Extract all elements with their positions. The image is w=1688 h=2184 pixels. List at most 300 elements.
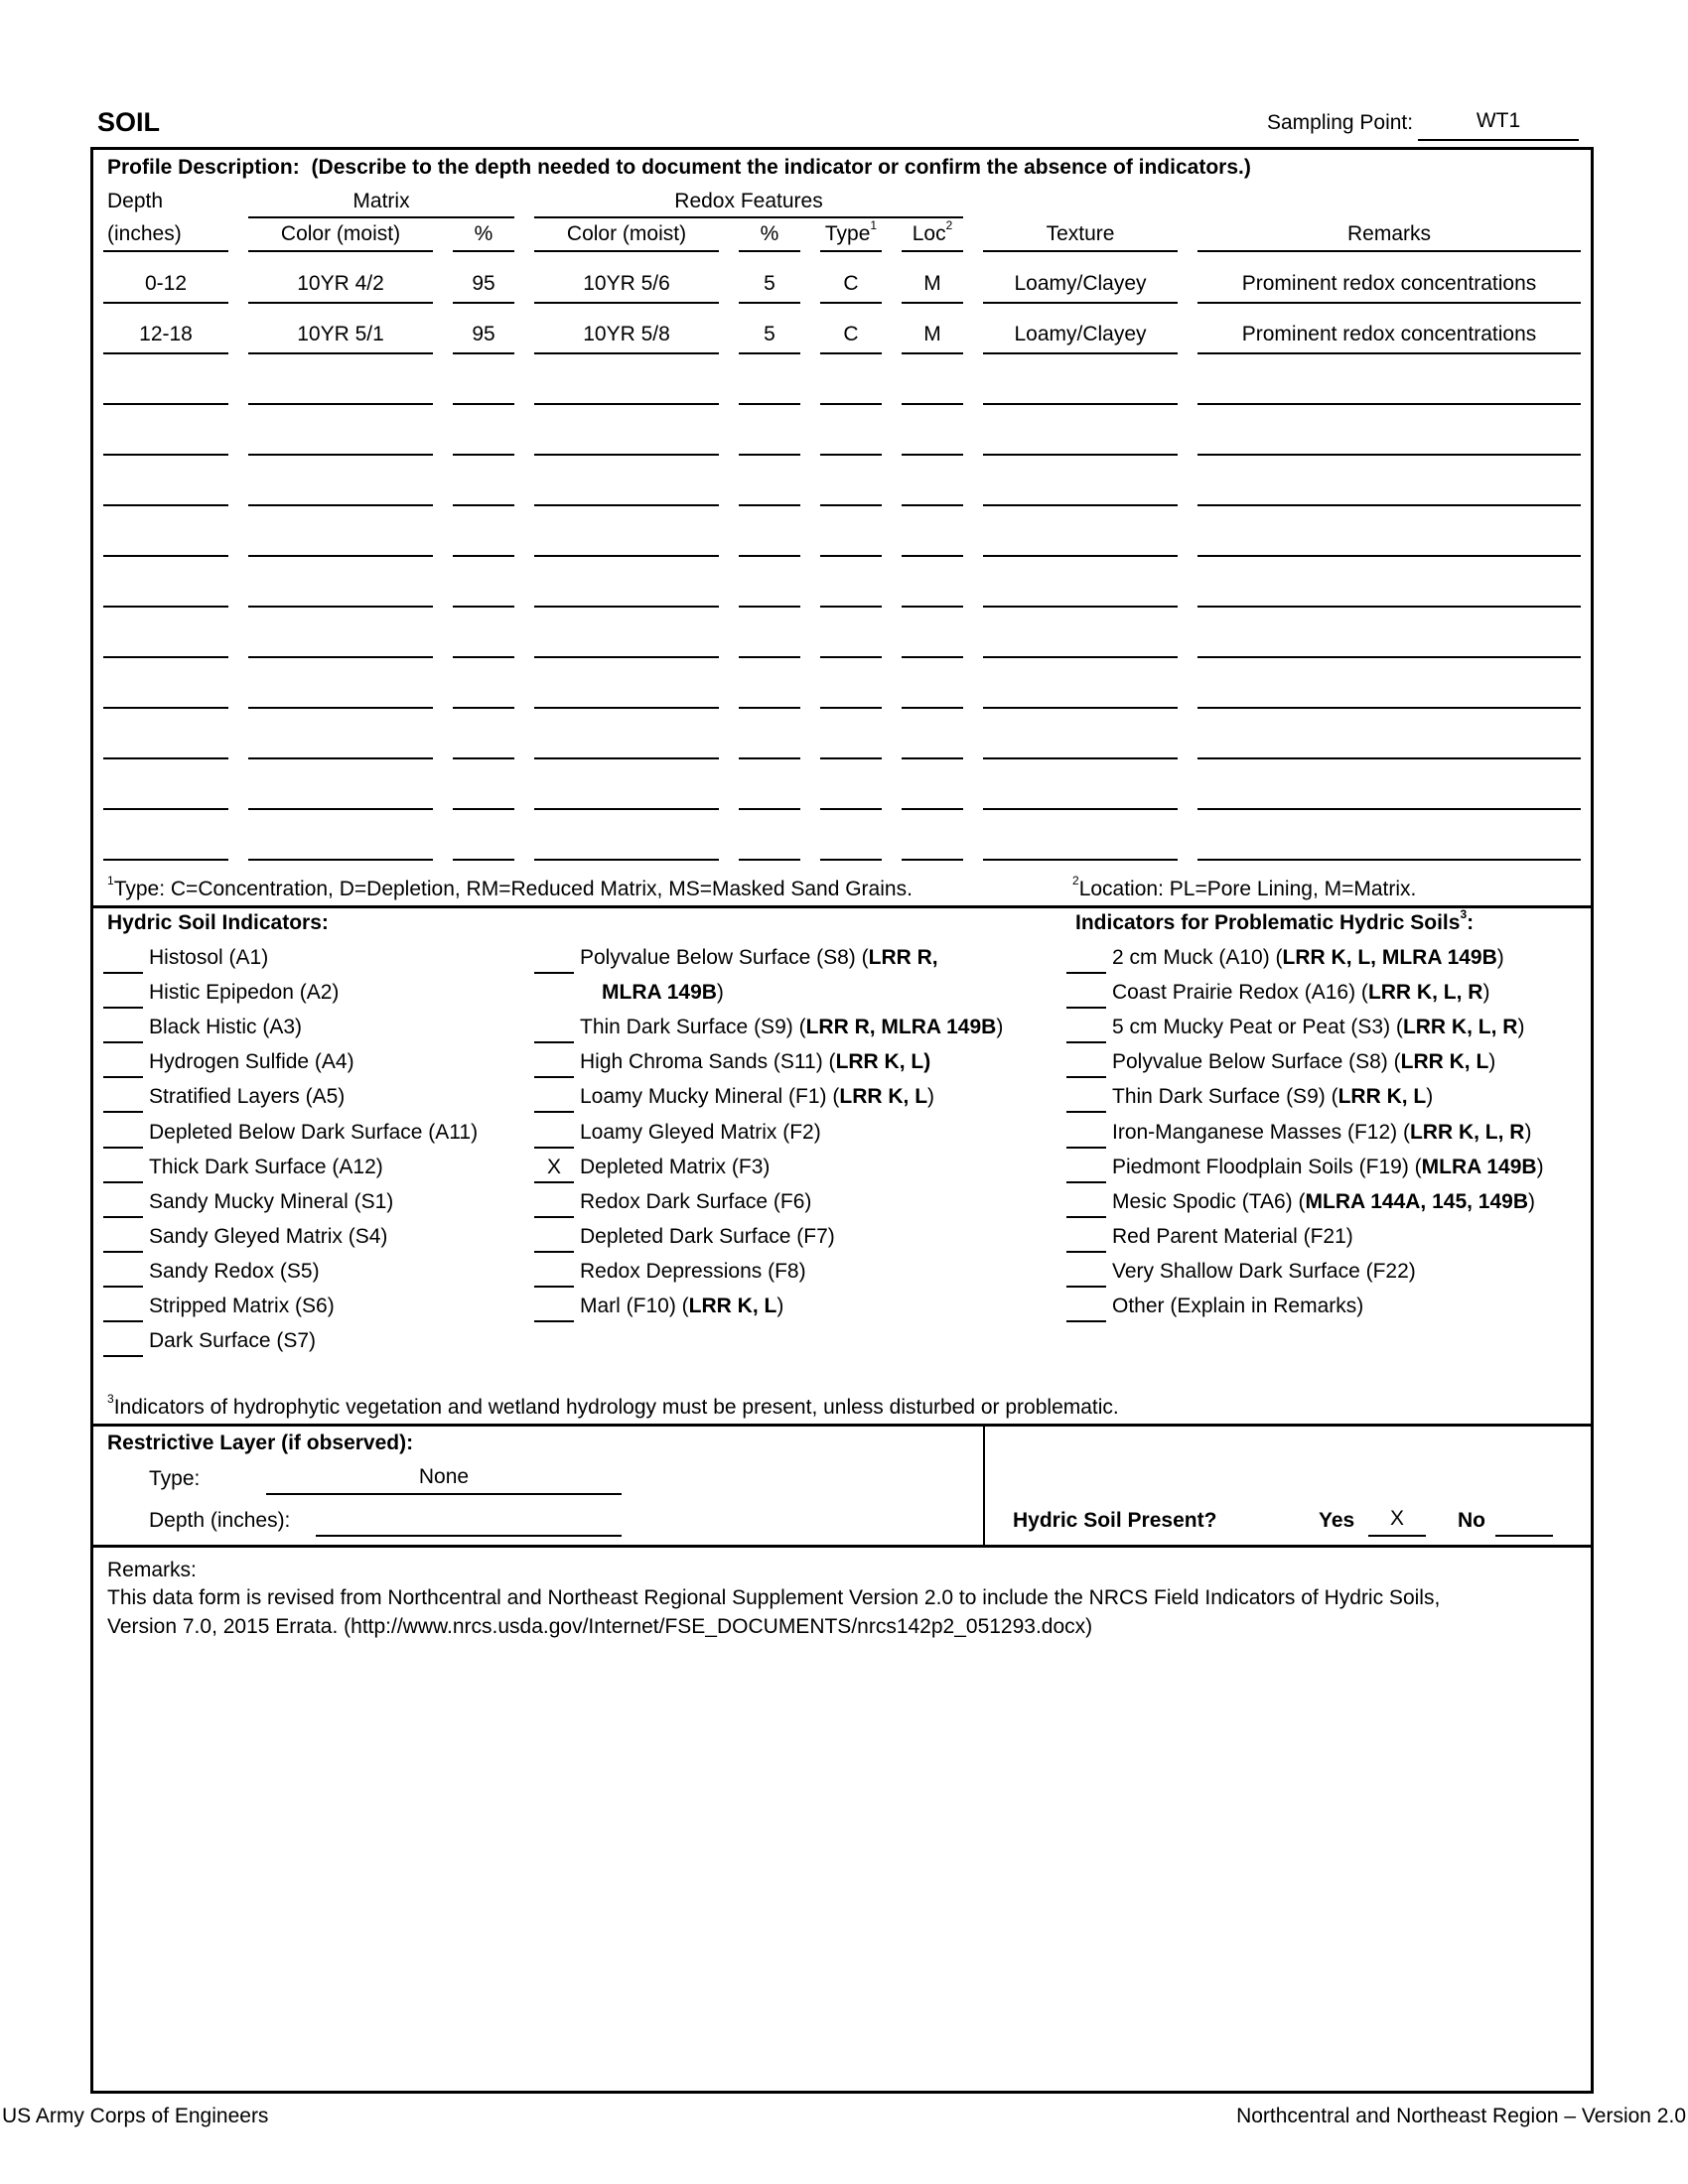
problematic-indicator-label bbox=[1112, 1016, 1524, 1039]
profile-heading bbox=[107, 156, 1251, 180]
profile-cell-matrix-pct[interactable] bbox=[453, 475, 514, 506]
problematic-indicator-qualifier: LRR K, L bbox=[1337, 1085, 1427, 1109]
profile-cell-texture[interactable] bbox=[983, 424, 1178, 456]
profile-cell-depth[interactable] bbox=[103, 576, 228, 608]
profile-cell-redox-color[interactable] bbox=[534, 424, 719, 456]
profile-cell-redox-pct[interactable] bbox=[739, 626, 800, 658]
profile-cell-matrix-color[interactable] bbox=[248, 475, 433, 506]
hydric-yes-value: X bbox=[1389, 1507, 1404, 1530]
indicator-text: Depleted Dark Surface (F7) bbox=[580, 1224, 835, 1248]
profile-cell-loc[interactable] bbox=[902, 677, 963, 709]
hydric-yes-field[interactable] bbox=[1368, 1507, 1426, 1537]
profile-cell-matrix-pct[interactable] bbox=[453, 778, 514, 810]
profile-cell-redox-pct[interactable] bbox=[739, 778, 800, 810]
indicator-text: Stratified Layers (A5) bbox=[149, 1085, 346, 1109]
profile-cell-redox-color[interactable] bbox=[534, 475, 719, 506]
indicator-qualifier: LRR R, MLRA 149B bbox=[805, 1016, 997, 1039]
indicator-suffix: ) bbox=[996, 1016, 1004, 1039]
profile-cell-texture[interactable]: Loamy/Clayey bbox=[983, 272, 1178, 304]
group-matrix-rule bbox=[248, 216, 514, 218]
problematic-indicator-checkbox[interactable] bbox=[1066, 1188, 1106, 1218]
header-rule-type bbox=[820, 250, 882, 252]
problematic-indicator-text: 2 cm Muck (A10) ( bbox=[1112, 946, 1283, 969]
col-texture: Texture bbox=[1046, 222, 1115, 245]
header-rule-matrix-pct bbox=[453, 250, 514, 252]
profile-cell-remarks[interactable] bbox=[1197, 424, 1581, 456]
frame-bottom bbox=[90, 2091, 1594, 2094]
profile-cell-matrix-color[interactable] bbox=[248, 829, 433, 861]
profile-cell-texture[interactable] bbox=[983, 728, 1178, 759]
profile-cell-type[interactable] bbox=[820, 728, 882, 759]
problematic-indicator-label bbox=[1112, 981, 1489, 1005]
indicator-checkbox[interactable] bbox=[534, 1083, 574, 1113]
frame-top bbox=[90, 147, 1594, 150]
profile-cell-type[interactable] bbox=[820, 576, 882, 608]
problematic-indicator-text: Piedmont Floodplain Soils (F19) ( bbox=[1112, 1155, 1422, 1178]
profile-cell-type[interactable] bbox=[820, 373, 882, 405]
indicator-label bbox=[149, 1121, 478, 1145]
problematic-indicator-checkbox[interactable] bbox=[1066, 1048, 1106, 1078]
indicator-text: Marl (F10) ( bbox=[580, 1295, 689, 1317]
problematic-indicator-checkbox[interactable] bbox=[1066, 1154, 1106, 1183]
profile-cell-remarks[interactable] bbox=[1197, 373, 1581, 405]
profile-cell-redox-pct[interactable] bbox=[739, 677, 800, 709]
hydric-heading: Hydric Soil Indicators: bbox=[107, 911, 329, 934]
profile-cell-matrix-pct[interactable] bbox=[453, 576, 514, 608]
problematic-indicator-suffix: ) bbox=[1528, 1189, 1535, 1213]
problematic-indicator-suffix: ) bbox=[1496, 946, 1504, 969]
indicator-label bbox=[602, 981, 724, 1005]
divider-restrictive-vertical bbox=[983, 1424, 985, 1547]
indicator-text: Sandy Redox (S5) bbox=[149, 1259, 320, 1283]
profile-cell-redox-pct[interactable]: 5 bbox=[739, 272, 800, 304]
restrictive-depth-label: Depth (inches): bbox=[149, 1509, 291, 1532]
header-rule-texture bbox=[983, 250, 1178, 252]
profile-cell-matrix-color[interactable] bbox=[248, 728, 433, 759]
indicator-checkbox[interactable] bbox=[103, 1258, 143, 1288]
indicator-text: Hydrogen Sulfide (A4) bbox=[149, 1050, 354, 1074]
indicator-checkbox[interactable] bbox=[534, 1223, 574, 1253]
problematic-indicator-label bbox=[1112, 1156, 1544, 1179]
profile-cell-texture[interactable] bbox=[983, 525, 1178, 557]
sampling-point-field[interactable] bbox=[1418, 109, 1579, 141]
sampling-point-label: Sampling Point: bbox=[1267, 111, 1414, 134]
problematic-indicator-checkbox[interactable] bbox=[1066, 1083, 1106, 1113]
footnote-ref-1: 1 bbox=[870, 218, 878, 232]
header-rule-matrix-color bbox=[248, 250, 433, 252]
indicator-text: Redox Dark Surface (F6) bbox=[580, 1189, 812, 1213]
profile-heading-rest: (Describe to the depth needed to document the indicator or confirm the absence of indicators.) bbox=[311, 156, 1251, 179]
problematic-indicator-qualifier: LRR K, L, R bbox=[1409, 1120, 1525, 1144]
profile-cell-redox-pct[interactable] bbox=[739, 576, 800, 608]
hydric-no-field[interactable] bbox=[1495, 1507, 1553, 1537]
profile-cell-texture[interactable]: Loamy/Clayey bbox=[983, 323, 1178, 354]
profile-cell-matrix-color[interactable]: 10YR 5/1 bbox=[248, 323, 433, 354]
profile-cell-texture[interactable] bbox=[983, 576, 1178, 608]
problematic-heading: Indicators for Problematic Hydric Soils$^3$: bbox=[1075, 907, 1475, 934]
profile-cell-loc[interactable] bbox=[902, 778, 963, 810]
indicator-text: Thin Dark Surface (S9) ( bbox=[580, 1016, 806, 1039]
indicator-label bbox=[149, 1329, 316, 1353]
profile-cell-depth[interactable]: 0-12 bbox=[103, 272, 228, 304]
profile-cell-depth[interactable] bbox=[103, 373, 228, 405]
profile-cell-loc[interactable] bbox=[902, 525, 963, 557]
group-redox-rule bbox=[534, 216, 963, 218]
indicator-label bbox=[580, 1225, 835, 1249]
indicator-label bbox=[580, 1190, 811, 1214]
hydric-no-label: No bbox=[1458, 1509, 1485, 1532]
profile-cell-type[interactable] bbox=[820, 525, 882, 557]
profile-cell-type[interactable]: C bbox=[820, 323, 882, 354]
problematic-indicator-checkbox[interactable] bbox=[1066, 979, 1106, 1009]
group-matrix: Matrix bbox=[352, 190, 410, 212]
problematic-indicator-suffix: ) bbox=[1524, 1120, 1532, 1144]
profile-cell-loc[interactable] bbox=[902, 424, 963, 456]
profile-cell-remarks[interactable] bbox=[1197, 626, 1581, 658]
indicator-text: Loamy Mucky Mineral (F1) ( bbox=[580, 1085, 840, 1109]
profile-cell-texture[interactable] bbox=[983, 373, 1178, 405]
profile-cell-redox-pct[interactable] bbox=[739, 424, 800, 456]
indicator-text: Depleted Matrix (F3) bbox=[580, 1155, 771, 1178]
problematic-indicator-text: Mesic Spodic (TA6) ( bbox=[1112, 1189, 1306, 1213]
problematic-indicator-text: 5 cm Mucky Peat or Peat (S3) ( bbox=[1112, 1016, 1403, 1039]
profile-cell-redox-pct[interactable] bbox=[739, 373, 800, 405]
profile-cell-depth[interactable]: 12-18 bbox=[103, 323, 228, 354]
profile-cell-matrix-pct[interactable] bbox=[453, 728, 514, 759]
indicator-label bbox=[580, 946, 938, 970]
footnote-type: $^1$Type: C=Concentration, D=Depletion, RM=Reduced Matrix, MS=Masked Sand Grains. bbox=[107, 874, 913, 900]
problematic-indicator-checkbox[interactable] bbox=[1066, 1223, 1106, 1253]
frame-right bbox=[1591, 147, 1594, 2094]
problematic-indicator-qualifier: LRR K, L, MLRA 149B bbox=[1282, 946, 1497, 969]
indicator-checkbox[interactable] bbox=[534, 1188, 574, 1218]
indicator-label bbox=[149, 946, 268, 970]
profile-cell-matrix-color[interactable] bbox=[248, 525, 433, 557]
profile-cell-depth[interactable] bbox=[103, 728, 228, 759]
profile-cell-depth[interactable] bbox=[103, 424, 228, 456]
profile-cell-matrix-pct[interactable]: 95 bbox=[453, 272, 514, 304]
col-depth-2: (inches) bbox=[107, 222, 182, 245]
profile-cell-type[interactable] bbox=[820, 829, 882, 861]
profile-cell-loc[interactable]: M bbox=[902, 323, 963, 354]
problematic-indicator-text: Thin Dark Surface (S9) ( bbox=[1112, 1085, 1338, 1109]
profile-cell-redox-color[interactable] bbox=[534, 373, 719, 405]
indicator-label bbox=[580, 1050, 930, 1074]
profile-cell-matrix-color[interactable] bbox=[248, 677, 433, 709]
problematic-indicator-label bbox=[1112, 1121, 1531, 1145]
divider-hydric bbox=[90, 1424, 1594, 1427]
col-redox-color: Color (moist) bbox=[566, 222, 687, 245]
indicator-label bbox=[149, 1050, 354, 1074]
problematic-indicator-text: Iron-Manganese Masses (F12) ( bbox=[1112, 1120, 1410, 1144]
problematic-indicator-label bbox=[1112, 1295, 1363, 1318]
profile-cell-remarks[interactable] bbox=[1197, 778, 1581, 810]
profile-cell-redox-color[interactable] bbox=[534, 525, 719, 557]
col-type bbox=[820, 218, 882, 246]
problematic-indicator-label bbox=[1112, 1050, 1495, 1074]
indicator-label bbox=[580, 1121, 821, 1145]
restrictive-depth-field[interactable] bbox=[316, 1507, 622, 1537]
profile-cell-matrix-pct[interactable] bbox=[453, 626, 514, 658]
problematic-indicator-suffix: ) bbox=[1482, 981, 1490, 1005]
indicator-checkbox[interactable] bbox=[534, 1014, 574, 1043]
indicator-checkbox[interactable] bbox=[534, 1293, 574, 1322]
profile-cell-matrix-pct[interactable] bbox=[453, 829, 514, 861]
indicator-checkbox[interactable] bbox=[534, 944, 574, 974]
indicator-qualifier: LRR K, L) bbox=[835, 1050, 931, 1074]
profile-cell-loc[interactable] bbox=[902, 829, 963, 861]
problematic-indicator-checkbox[interactable] bbox=[1066, 1293, 1106, 1322]
divider-restrictive bbox=[90, 1545, 1594, 1548]
indicator-qualifier: LRR K, L bbox=[688, 1295, 777, 1317]
profile-cell-type[interactable] bbox=[820, 475, 882, 506]
profile-cell-loc[interactable] bbox=[902, 626, 963, 658]
indicator-text: Redox Depressions (F8) bbox=[580, 1259, 806, 1283]
indicator-checkbox[interactable] bbox=[103, 1014, 143, 1043]
profile-cell-loc[interactable] bbox=[902, 475, 963, 506]
problematic-indicator-text: Coast Prairie Redox (A16) ( bbox=[1112, 981, 1368, 1005]
remarks-line-1[interactable]: This data form is revised from Northcentral and Northeast Regional Supplement Version 2.0 to include the NRCS Field Indicators of Hydric Soils, bbox=[107, 1586, 1441, 1609]
indicator-label bbox=[580, 1085, 934, 1109]
indicator-label bbox=[580, 1016, 1003, 1039]
hydric-yes-label: Yes bbox=[1319, 1509, 1355, 1532]
indicator-label bbox=[580, 1156, 770, 1179]
problematic-heading-text: Indicators for Problematic Hydric Soils bbox=[1075, 911, 1461, 934]
profile-cell-redox-color[interactable] bbox=[534, 778, 719, 810]
problematic-indicator-suffix: ) bbox=[1426, 1085, 1434, 1109]
col-loc-label: Loc bbox=[912, 222, 946, 245]
profile-heading-bold: Profile Description: bbox=[107, 156, 300, 179]
indicator-text: Histosol (A1) bbox=[149, 946, 269, 969]
footnote-3-text: Indicators of hydrophytic vegetation and wetland hydrology must be present, unless disturbed or problematic. bbox=[113, 1396, 1119, 1419]
problematic-indicator-checkbox[interactable] bbox=[1066, 944, 1106, 974]
profile-cell-type[interactable] bbox=[820, 778, 882, 810]
restrictive-type-field[interactable] bbox=[266, 1465, 622, 1495]
indicator-suffix: ) bbox=[716, 981, 724, 1005]
profile-cell-matrix-pct[interactable] bbox=[453, 677, 514, 709]
problematic-indicator-text: Red Parent Material (F21) bbox=[1112, 1224, 1353, 1248]
remarks-line-2[interactable]: Version 7.0, 2015 Errata. (http://www.nrcs.usda.gov/Internet/FSE_DOCUMENTS/nrcs142p2_051293.docx) bbox=[107, 1615, 1093, 1638]
profile-cell-texture[interactable] bbox=[983, 475, 1178, 506]
indicator-label bbox=[149, 1156, 383, 1179]
problematic-indicator-label bbox=[1112, 1225, 1353, 1249]
profile-cell-redox-pct[interactable] bbox=[739, 475, 800, 506]
profile-cell-type[interactable] bbox=[820, 677, 882, 709]
indicator-text: Stripped Matrix (S6) bbox=[149, 1295, 335, 1317]
col-depth-1: Depth bbox=[107, 190, 164, 212]
indicator-checkbox[interactable] bbox=[103, 944, 143, 974]
indicator-checkbox[interactable] bbox=[534, 1119, 574, 1149]
header-rule-remarks bbox=[1197, 250, 1581, 252]
divider-profile bbox=[90, 905, 1594, 908]
indicator-label bbox=[149, 1225, 387, 1249]
footnote-3: $^3$Indicators of hydrophytic vegetation and wetland hydrology must be present, unless disturbed or problematic. bbox=[107, 1392, 1119, 1419]
profile-cell-redox-color[interactable]: 10YR 5/6 bbox=[534, 272, 719, 304]
profile-cell-texture[interactable] bbox=[983, 626, 1178, 658]
col-loc bbox=[902, 218, 963, 246]
indicator-label bbox=[149, 1190, 393, 1214]
col-matrix-pct: % bbox=[474, 222, 493, 245]
problematic-indicator-checkbox[interactable] bbox=[1066, 1119, 1106, 1149]
indicator-checkbox[interactable] bbox=[103, 1048, 143, 1078]
profile-cell-remarks[interactable] bbox=[1197, 525, 1581, 557]
problematic-indicator-label bbox=[1112, 1190, 1535, 1214]
problematic-indicator-suffix: ) bbox=[1517, 1016, 1525, 1039]
indicator-checkbox[interactable] bbox=[103, 979, 143, 1009]
profile-cell-loc[interactable] bbox=[902, 576, 963, 608]
col-remarks: Remarks bbox=[1346, 222, 1431, 245]
profile-cell-texture[interactable] bbox=[983, 829, 1178, 861]
header-rule-loc bbox=[902, 250, 963, 252]
profile-cell-depth[interactable] bbox=[103, 778, 228, 810]
profile-cell-redox-color[interactable]: 10YR 5/8 bbox=[534, 323, 719, 354]
profile-cell-redox-pct[interactable]: 5 bbox=[739, 323, 800, 354]
profile-cell-texture[interactable] bbox=[983, 677, 1178, 709]
profile-cell-matrix-color[interactable] bbox=[248, 373, 433, 405]
indicator-checkbox[interactable] bbox=[103, 1083, 143, 1113]
col-type-label: Type bbox=[824, 222, 871, 245]
profile-cell-matrix-pct[interactable] bbox=[453, 525, 514, 557]
indicator-checkbox[interactable] bbox=[103, 1119, 143, 1149]
profile-cell-matrix-color[interactable] bbox=[248, 778, 433, 810]
profile-cell-depth[interactable] bbox=[103, 829, 228, 861]
indicator-checkbox[interactable] bbox=[103, 1327, 143, 1357]
profile-cell-redox-color[interactable] bbox=[534, 576, 719, 608]
problematic-indicator-qualifier: LRR K, L bbox=[1400, 1050, 1489, 1074]
indicator-label bbox=[149, 1260, 320, 1284]
indicator-label bbox=[149, 981, 339, 1005]
profile-cell-depth[interactable] bbox=[103, 626, 228, 658]
indicator-text: Thick Dark Surface (A12) bbox=[149, 1155, 383, 1178]
profile-cell-redox-color[interactable] bbox=[534, 677, 719, 709]
remarks-label: Remarks: bbox=[107, 1559, 197, 1581]
problematic-indicator-checkbox[interactable] bbox=[1066, 1014, 1106, 1043]
header-rule-depth bbox=[103, 250, 228, 252]
profile-cell-redox-color[interactable] bbox=[534, 728, 719, 759]
profile-cell-type[interactable]: C bbox=[820, 272, 882, 304]
indicator-label bbox=[580, 1260, 806, 1284]
profile-cell-texture[interactable] bbox=[983, 778, 1178, 810]
problematic-indicator-suffix: ) bbox=[1488, 1050, 1496, 1074]
indicator-text: Sandy Gleyed Matrix (S4) bbox=[149, 1224, 388, 1248]
profile-cell-matrix-pct[interactable] bbox=[453, 373, 514, 405]
group-redox: Redox Features bbox=[674, 190, 823, 212]
profile-cell-remarks[interactable] bbox=[1197, 475, 1581, 506]
problematic-indicator-qualifier: MLRA 149B bbox=[1421, 1155, 1537, 1178]
indicator-checkbox[interactable]: X bbox=[534, 1154, 574, 1183]
problematic-indicator-label bbox=[1112, 1085, 1433, 1109]
problematic-indicator-label bbox=[1112, 946, 1504, 970]
profile-cell-redox-color[interactable] bbox=[534, 829, 719, 861]
restrictive-heading: Restrictive Layer (if observed): bbox=[107, 1432, 414, 1454]
profile-cell-matrix-color[interactable] bbox=[248, 626, 433, 658]
profile-cell-remarks[interactable]: Prominent redox concentrations bbox=[1197, 323, 1581, 354]
profile-cell-depth[interactable] bbox=[103, 677, 228, 709]
indicator-label bbox=[149, 1295, 335, 1318]
indicator-qualifier: LRR K, L bbox=[839, 1085, 928, 1109]
indicator-text: Dark Surface (S7) bbox=[149, 1329, 317, 1353]
profile-cell-matrix-color[interactable] bbox=[248, 424, 433, 456]
problematic-indicator-qualifier: LRR K, L, R bbox=[1367, 981, 1483, 1005]
profile-cell-depth[interactable] bbox=[103, 475, 228, 506]
profile-cell-matrix-color[interactable] bbox=[248, 576, 433, 608]
indicator-text: Sandy Mucky Mineral (S1) bbox=[149, 1189, 394, 1213]
profile-cell-remarks[interactable] bbox=[1197, 829, 1581, 861]
problematic-indicator-qualifier: LRR K, L, R bbox=[1402, 1016, 1518, 1039]
profile-cell-remarks[interactable]: Prominent redox concentrations bbox=[1197, 272, 1581, 304]
indicator-label bbox=[149, 1085, 345, 1109]
col-matrix-color: Color (moist) bbox=[280, 222, 401, 245]
footer-right: Northcentral and Northeast Region – Version 2.0 bbox=[1236, 2105, 1686, 2127]
problematic-indicator-label bbox=[1112, 1260, 1416, 1284]
profile-cell-redox-color[interactable] bbox=[534, 626, 719, 658]
profile-cell-remarks[interactable] bbox=[1197, 677, 1581, 709]
indicator-checkbox[interactable] bbox=[103, 1293, 143, 1322]
footnote-ref-2: 2 bbox=[945, 218, 953, 232]
profile-cell-matrix-pct[interactable] bbox=[453, 424, 514, 456]
profile-cell-loc[interactable]: M bbox=[902, 272, 963, 304]
col-redox-pct: % bbox=[760, 222, 779, 245]
restrictive-type-label: Type: bbox=[149, 1467, 201, 1490]
footer-left: US Army Corps of Engineers bbox=[2, 2105, 269, 2127]
indicator-text: Loamy Gleyed Matrix (F2) bbox=[580, 1120, 821, 1144]
indicator-checkbox[interactable] bbox=[534, 1048, 574, 1078]
problematic-indicator-checkbox[interactable] bbox=[1066, 1258, 1106, 1288]
indicator-suffix: ) bbox=[927, 1085, 935, 1109]
profile-cell-type[interactable] bbox=[820, 626, 882, 658]
header-rule-redox-color bbox=[534, 250, 719, 252]
profile-cell-remarks[interactable] bbox=[1197, 576, 1581, 608]
profile-cell-matrix-pct[interactable]: 95 bbox=[453, 323, 514, 354]
indicator-suffix: ) bbox=[776, 1295, 784, 1317]
frame-left bbox=[90, 147, 93, 2094]
indicator-label bbox=[580, 1295, 783, 1318]
profile-cell-matrix-color[interactable]: 10YR 4/2 bbox=[248, 272, 433, 304]
header-rule-redox-pct bbox=[739, 250, 800, 252]
indicator-qualifier: MLRA 149B bbox=[602, 981, 717, 1005]
indicator-checkbox[interactable] bbox=[103, 1188, 143, 1218]
footnote-loc: $^2$Location: PL=Pore Lining, M=Matrix. bbox=[1072, 874, 1417, 900]
footnote-loc-text: Location: PL=Pore Lining, M=Matrix. bbox=[1078, 878, 1417, 900]
indicator-qualifier: LRR R, bbox=[868, 946, 938, 969]
restrictive-type-value: None bbox=[418, 1465, 470, 1488]
profile-cell-redox-pct[interactable] bbox=[739, 829, 800, 861]
problematic-indicator-suffix: ) bbox=[1536, 1155, 1544, 1178]
profile-cell-type[interactable] bbox=[820, 424, 882, 456]
footnote-type-text: Type: C=Concentration, D=Depletion, RM=Reduced Matrix, MS=Masked Sand Grains. bbox=[113, 878, 913, 900]
profile-cell-depth[interactable] bbox=[103, 525, 228, 557]
indicator-checkbox[interactable] bbox=[103, 1223, 143, 1253]
problematic-indicator-text: Other (Explain in Remarks) bbox=[1112, 1295, 1364, 1317]
indicator-text: Histic Epipedon (A2) bbox=[149, 981, 340, 1005]
profile-cell-redox-pct[interactable] bbox=[739, 728, 800, 759]
indicator-checkbox[interactable] bbox=[534, 1258, 574, 1288]
profile-cell-loc[interactable] bbox=[902, 728, 963, 759]
form-title: SOIL bbox=[97, 107, 161, 137]
indicator-text: Polyvalue Below Surface (S8) ( bbox=[580, 946, 869, 969]
problematic-indicator-text: Very Shallow Dark Surface (F22) bbox=[1112, 1259, 1416, 1283]
profile-cell-redox-pct[interactable] bbox=[739, 525, 800, 557]
profile-cell-remarks[interactable] bbox=[1197, 728, 1581, 759]
problematic-indicator-qualifier: MLRA 144A, 145, 149B bbox=[1305, 1189, 1528, 1213]
problematic-indicator-text: Polyvalue Below Surface (S8) ( bbox=[1112, 1050, 1401, 1074]
indicator-text: High Chroma Sands (S11) ( bbox=[580, 1050, 836, 1074]
indicator-text: Depleted Below Dark Surface (A11) bbox=[149, 1120, 479, 1144]
indicator-checkbox[interactable] bbox=[103, 1154, 143, 1183]
hydric-present-question: Hydric Soil Present? bbox=[1013, 1509, 1217, 1532]
indicator-text: Black Histic (A3) bbox=[149, 1016, 303, 1039]
profile-cell-loc[interactable] bbox=[902, 373, 963, 405]
